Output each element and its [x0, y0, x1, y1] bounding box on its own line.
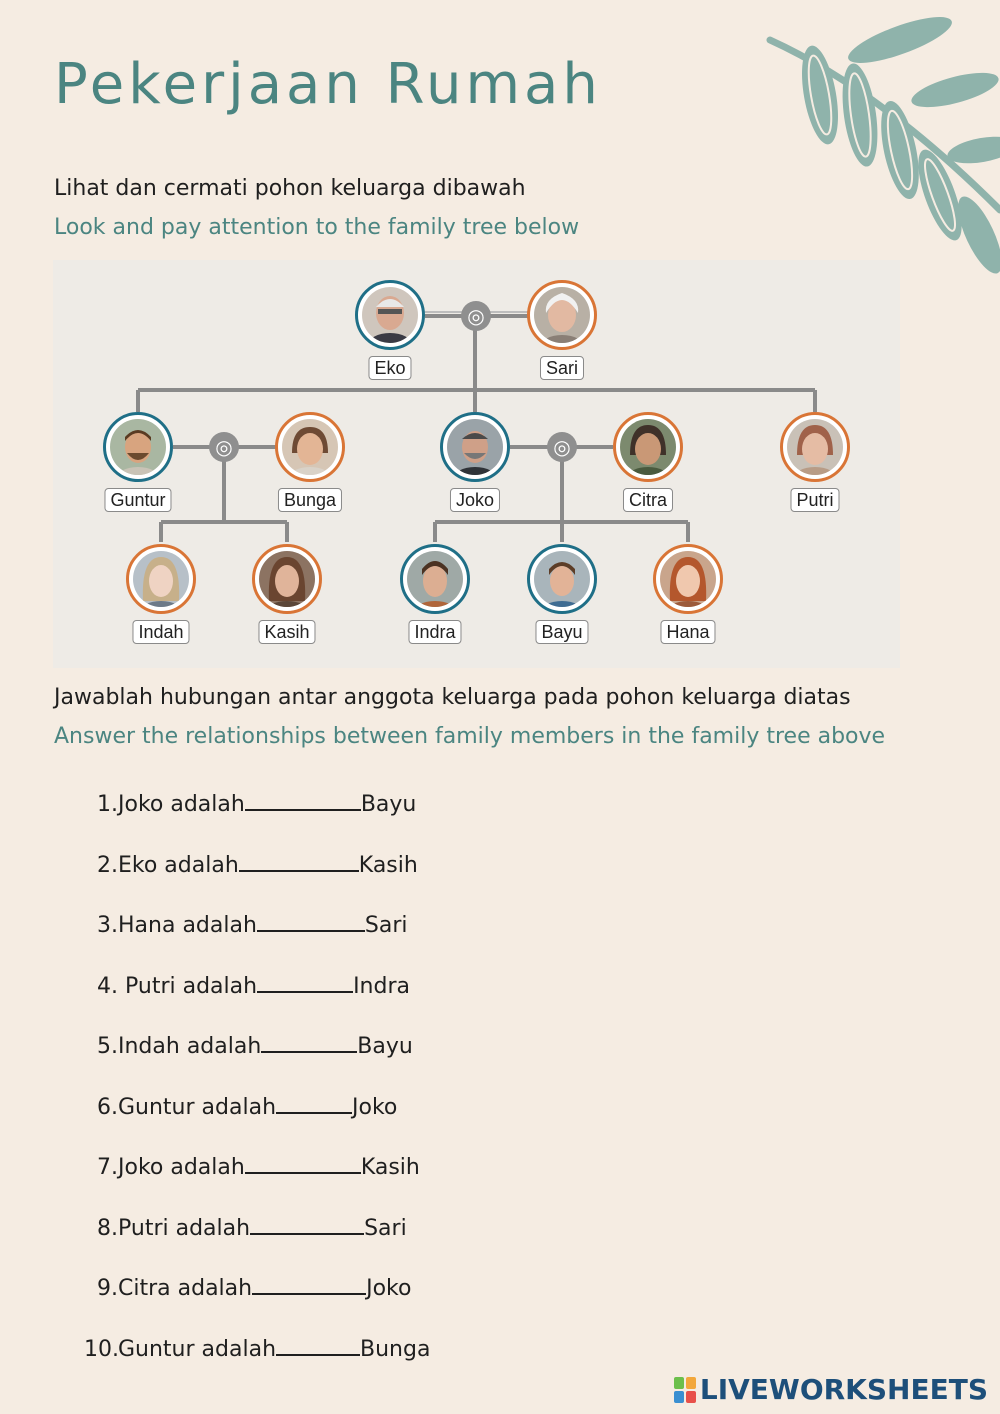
member-name: Sari	[540, 356, 584, 380]
member-guntur	[103, 412, 173, 510]
avatar	[527, 544, 597, 614]
question-4	[84, 974, 410, 999]
member-eko	[355, 280, 425, 378]
question-number: 7.	[97, 1155, 118, 1180]
question-target: Indra	[353, 974, 410, 999]
member-name: Indah	[132, 620, 189, 644]
member-name: Guntur	[104, 488, 171, 512]
avatar	[653, 544, 723, 614]
question-target: Bayu	[357, 1034, 413, 1059]
instruction-answer-en: Answer the relationships between family members in the family tree above	[54, 724, 886, 749]
member-name: Putri	[790, 488, 839, 512]
member-putri	[780, 412, 850, 510]
avatar	[440, 412, 510, 482]
answer-blank[interactable]	[245, 808, 361, 811]
question-1	[84, 792, 416, 817]
member-name: Eko	[368, 356, 411, 380]
marriage-knot-icon: ◎	[209, 432, 239, 462]
member-name: Bunga	[278, 488, 342, 512]
avatar	[613, 412, 683, 482]
question-number: 6.	[97, 1095, 118, 1120]
marriage-knot-icon: ◎	[547, 432, 577, 462]
answer-blank[interactable]	[257, 990, 353, 993]
question-5	[84, 1034, 413, 1059]
question-text: Eko adalah	[118, 853, 239, 878]
answer-blank[interactable]	[257, 929, 365, 932]
member-indah	[126, 544, 196, 642]
marriage-knot-icon: ◎	[461, 301, 491, 331]
answer-blank[interactable]	[252, 1292, 366, 1295]
question-text: Putri adalah	[118, 1216, 251, 1241]
question-text: Citra adalah	[118, 1276, 253, 1301]
member-joko	[440, 412, 510, 510]
answer-blank[interactable]	[239, 869, 359, 872]
page-title: Pekerjaan Rumah	[54, 52, 602, 117]
question-text: Hana adalah	[118, 913, 257, 938]
question-9	[84, 1276, 411, 1301]
question-text: Guntur adalah	[118, 1095, 277, 1120]
member-bayu	[527, 544, 597, 642]
question-number: 10.	[84, 1337, 119, 1362]
instruction-tree-en: Look and pay attention to the family tree below	[54, 215, 580, 240]
answer-blank[interactable]	[261, 1050, 357, 1053]
avatar	[103, 412, 173, 482]
question-target: Sari	[364, 913, 408, 938]
liveworksheets-logo	[674, 1373, 988, 1406]
answer-blank[interactable]	[245, 1171, 361, 1174]
avatar	[126, 544, 196, 614]
question-target: Joko	[352, 1095, 398, 1120]
question-6	[84, 1095, 397, 1120]
question-7	[84, 1155, 420, 1180]
question-text: Joko adalah	[118, 792, 245, 817]
question-target: Joko	[366, 1276, 412, 1301]
member-name: Citra	[623, 488, 673, 512]
question-text: Putri adalah	[118, 974, 258, 999]
avatar	[780, 412, 850, 482]
question-text: Guntur adalah	[118, 1337, 277, 1362]
question-3	[84, 913, 408, 938]
member-name: Kasih	[258, 620, 315, 644]
member-sari	[527, 280, 597, 378]
member-name: Bayu	[535, 620, 588, 644]
question-number: 1.	[97, 792, 118, 817]
question-target: Sari	[364, 1216, 407, 1241]
question-10	[84, 1337, 430, 1362]
avatar	[527, 280, 597, 350]
question-target: Bayu	[360, 792, 417, 817]
family-tree	[53, 260, 900, 668]
avatar	[400, 544, 470, 614]
member-kasih	[252, 544, 322, 642]
answer-blank[interactable]	[250, 1232, 364, 1235]
question-2	[84, 853, 418, 878]
member-bunga	[275, 412, 345, 510]
question-8	[84, 1216, 407, 1241]
logo-blocks-icon	[674, 1377, 696, 1403]
leaf-decoration	[760, 0, 1000, 290]
logo-text: LIVEWORKSHEETS	[699, 1373, 988, 1406]
answer-blank[interactable]	[276, 1353, 360, 1356]
question-number: 3.	[97, 913, 118, 938]
member-hana	[653, 544, 723, 642]
question-number: 5.	[97, 1034, 118, 1059]
avatar	[252, 544, 322, 614]
instruction-answer-id: Jawablah hubungan antar anggota keluarga pada pohon keluarga diatas	[54, 685, 851, 710]
question-number: 4.	[97, 974, 118, 999]
avatar	[355, 280, 425, 350]
member-citra	[613, 412, 683, 510]
question-number: 9.	[97, 1276, 118, 1301]
question-text: Indah adalah	[118, 1034, 262, 1059]
avatar	[275, 412, 345, 482]
member-name: Joko	[450, 488, 500, 512]
instruction-tree-id: Lihat dan cermati pohon keluarga dibawah	[54, 176, 526, 201]
member-name: Hana	[660, 620, 715, 644]
question-target: Kasih	[358, 853, 418, 878]
question-number: 2.	[97, 853, 118, 878]
member-indra	[400, 544, 470, 642]
answer-blank[interactable]	[276, 1111, 352, 1114]
member-name: Indra	[408, 620, 461, 644]
question-number: 8.	[97, 1216, 118, 1241]
question-target: Bunga	[360, 1337, 431, 1362]
question-target: Kasih	[360, 1155, 420, 1180]
question-text: Joko adalah	[118, 1155, 245, 1180]
